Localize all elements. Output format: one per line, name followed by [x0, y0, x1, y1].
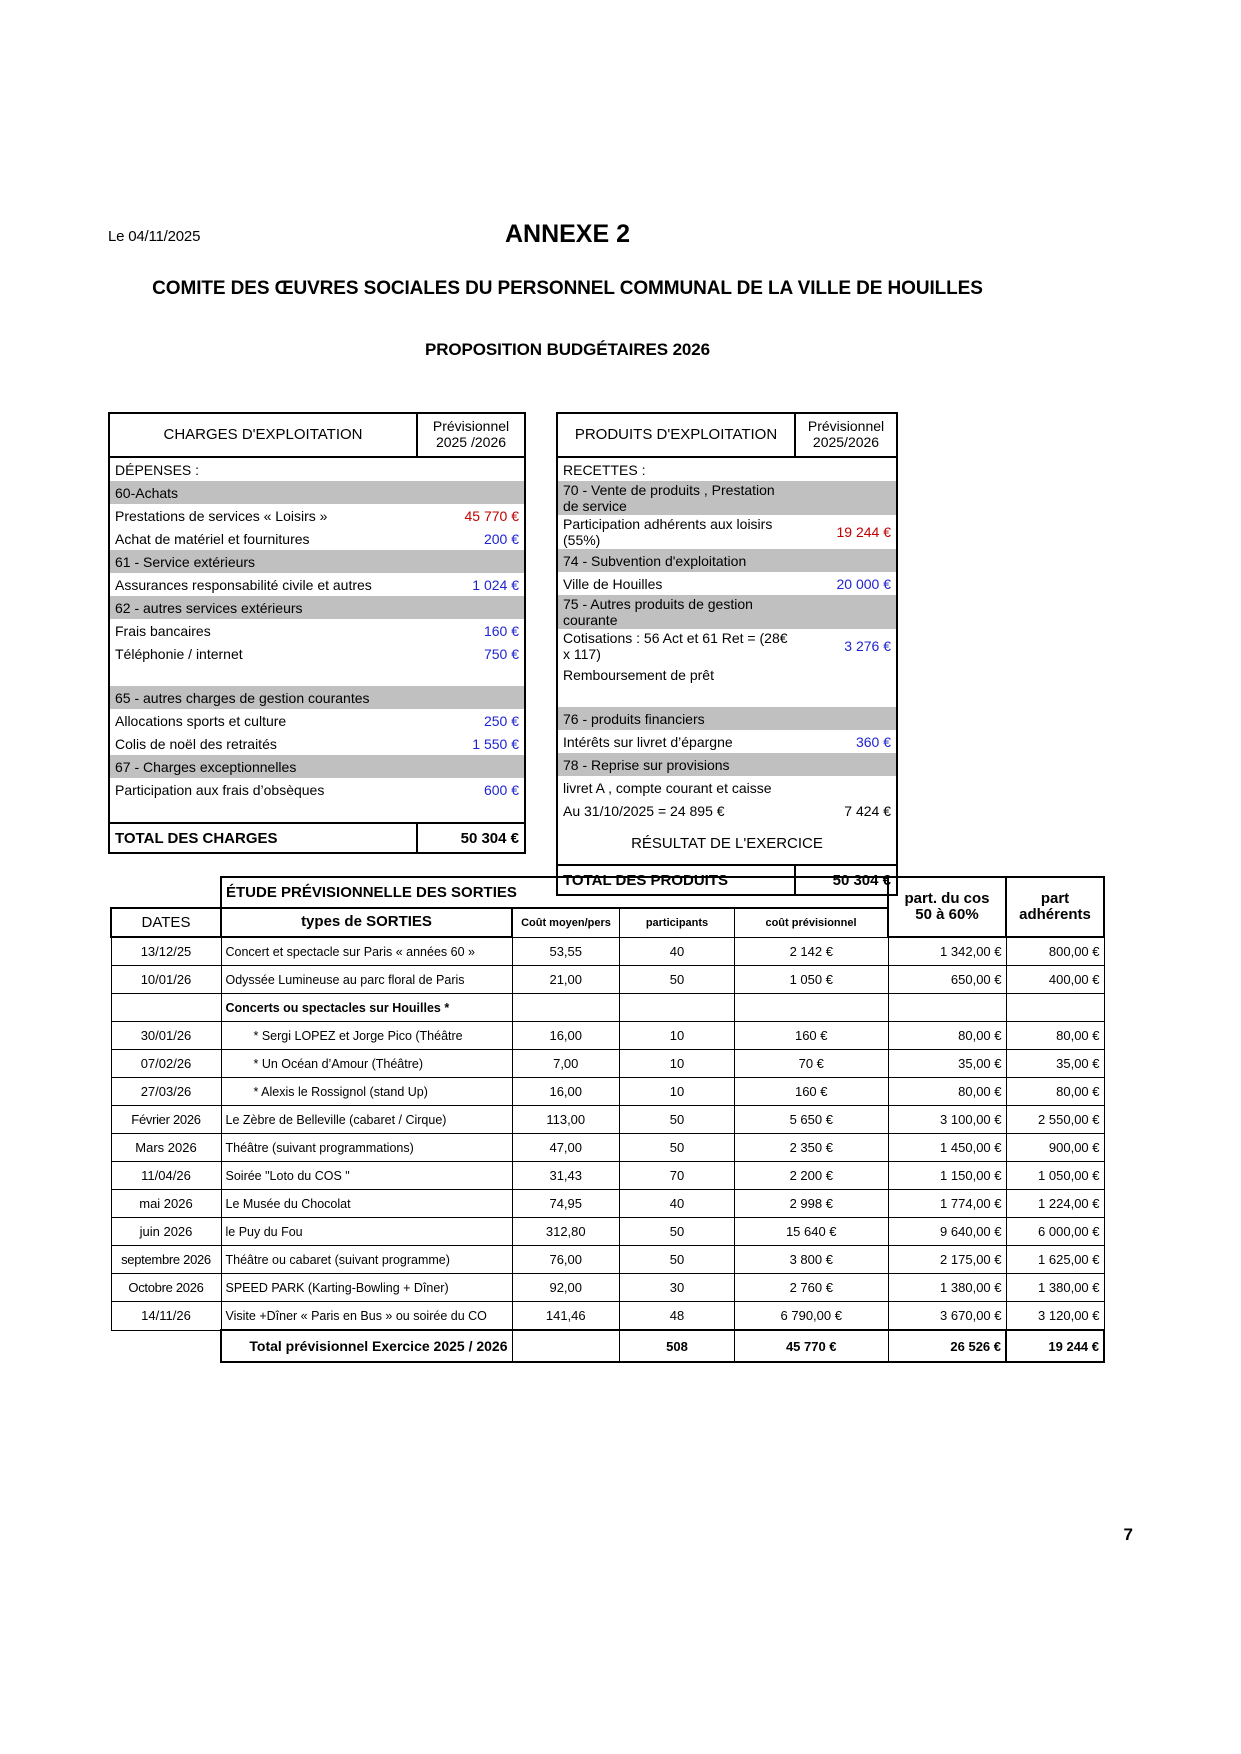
sorties-header-part-cos: [888, 877, 1006, 937]
budget-item-amount: 3 276 €: [795, 629, 897, 663]
produits-total-label: TOTAL DES PRODUITS: [557, 865, 795, 895]
budget-group-label: 74 - Subvention d'exploitation: [557, 549, 795, 572]
sorties-cell-part-cos: 9 640,00 €: [888, 1218, 1006, 1246]
budget-row: [557, 663, 897, 686]
budget-row: [557, 457, 897, 481]
sorties-cell-cout-moyen: 141,46: [512, 1302, 620, 1331]
budget-group-label: 76 - produits financiers: [557, 707, 795, 730]
produits-total-amount: 50 304 €: [795, 865, 897, 895]
sorties-cell-part-adherents: 2 550,00 €: [1006, 1106, 1104, 1134]
sorties-cell-part-adherents: 800,00 €: [1006, 937, 1104, 966]
budget-row: [557, 595, 897, 629]
sorties-cell-type: * Un Océan d’Amour (Théâtre): [221, 1050, 512, 1078]
budget-item-amount: 7 424 €: [795, 799, 897, 822]
sorties-header-part-adherents: [1006, 877, 1104, 937]
sorties-cell-participants: 48: [620, 1302, 735, 1331]
produits-amount-header: [795, 413, 897, 457]
sorties-table: [110, 876, 1105, 1363]
budget-item-label: Prestations de services « Loisirs »: [109, 504, 417, 527]
sorties-cell-cout-moyen: 47,00: [512, 1134, 620, 1162]
budget-item-amount: [795, 686, 897, 707]
table-row: [111, 994, 1104, 1022]
sorties-cell-cout-previsionnel: 15 640 €: [735, 1218, 889, 1246]
sorties-cell-cout-previsionnel: 5 650 €: [735, 1106, 889, 1134]
sorties-cell-part-cos: 1 342,00 €: [888, 937, 1006, 966]
sorties-cell-part-adherents: 400,00 €: [1006, 966, 1104, 994]
table-row: [111, 1302, 1104, 1331]
sorties-cell-cout-moyen: 76,00: [512, 1246, 620, 1274]
sorties-cell-part-adherents: 3 120,00 €: [1006, 1302, 1104, 1331]
sorties-total-part-adherents: 19 244 €: [1006, 1330, 1104, 1362]
sorties-cell-date: mai 2026: [111, 1190, 221, 1218]
budget-group-label: 78 - Reprise sur provisions: [557, 753, 795, 776]
budget-item-label: Participation adhérents aux loisirs (55%): [557, 515, 795, 549]
sorties-cell-cout-moyen: 16,00: [512, 1022, 620, 1050]
budget-row: [557, 753, 897, 776]
sorties-cell-date: septembre 2026: [111, 1246, 221, 1274]
sorties-cell-cout-moyen: [512, 994, 620, 1022]
table-row: [111, 1134, 1104, 1162]
budget-item-amount: [795, 457, 897, 481]
sorties-cell-cout-previsionnel: 2 350 €: [735, 1134, 889, 1162]
budget-group-label: 75 - Autres produits de gestion courante: [557, 595, 795, 629]
sorties-cell-participants: 50: [620, 1218, 735, 1246]
sorties-total-row: [111, 1330, 1104, 1362]
budget-row: [109, 665, 525, 686]
sorties-cell-part-cos: 3 100,00 €: [888, 1106, 1006, 1134]
budget-row: [109, 686, 525, 709]
sorties-header-participants: participants: [620, 908, 735, 937]
budget-item-label: Remboursement de prêt: [557, 663, 795, 686]
budget-item-amount: [417, 665, 525, 686]
sorties-cell-participants: 10: [620, 1022, 735, 1050]
sorties-cell-cout-previsionnel: 2 998 €: [735, 1190, 889, 1218]
sorties-cell-cout-previsionnel: 1 050 €: [735, 966, 889, 994]
budget-row: [557, 707, 897, 730]
sorties-cell-type: Soirée "Loto du COS ": [221, 1162, 512, 1190]
budget-item-amount: 160 €: [417, 619, 525, 642]
table-row: [111, 1050, 1104, 1078]
sorties-cell-participants: 50: [620, 966, 735, 994]
sorties-cell-part-cos: 35,00 €: [888, 1050, 1006, 1078]
budget-row: [109, 504, 525, 527]
charges-table: [108, 412, 526, 854]
sorties-cell-cout-previsionnel: [735, 994, 889, 1022]
sorties-total-part-cos: 26 526 €: [888, 1330, 1006, 1362]
table-row: [111, 1274, 1104, 1302]
budget-group-label: 61 - Service extérieurs: [109, 550, 417, 573]
sorties-cell-part-adherents: 6 000,00 €: [1006, 1218, 1104, 1246]
budget-item-amount: 360 €: [795, 730, 897, 753]
budget-row: [109, 457, 525, 481]
budget-item-amount: [795, 549, 897, 572]
organization-title: COMITE DES ŒUVRES SOCIALES DU PERSONNEL COMMUNAL DE LA VILLE DE HOUILLES: [152, 278, 983, 299]
budget-item-amount: [417, 686, 525, 709]
budget-item-amount: [795, 753, 897, 776]
sorties-cell-type: Le Musée du Chocolat: [221, 1190, 512, 1218]
budget-item-amount: [795, 595, 897, 629]
table-row: [111, 1162, 1104, 1190]
sorties-cell-participants: 40: [620, 937, 735, 966]
budget-item-amount: [417, 550, 525, 573]
budget-row: [557, 799, 897, 822]
sorties-cell-participants: 50: [620, 1246, 735, 1274]
table-row: [111, 1022, 1104, 1050]
budget-group-label: 62 - autres services extérieurs: [109, 596, 417, 619]
sorties-header-blank: [111, 877, 221, 908]
budget-row: [109, 481, 525, 504]
budget-item-amount: 45 770 €: [417, 504, 525, 527]
budget-item-label: Ville de Houilles: [557, 572, 795, 595]
produits-amount-header-line1: Prévisionnel: [807, 418, 885, 435]
charges-total-amount: 50 304 €: [417, 823, 525, 853]
budget-item-label: Assurances responsabilité civile et autres: [109, 573, 417, 596]
budget-item-amount: 1 550 €: [417, 732, 525, 755]
sorties-cell-part-cos: 2 175,00 €: [888, 1246, 1006, 1274]
sorties-cell-type: le Puy du Fou: [221, 1218, 512, 1246]
sorties-cell-cout-previsionnel: 70 €: [735, 1050, 889, 1078]
table-row: [111, 1218, 1104, 1246]
sorties-cell-part-cos: 80,00 €: [888, 1078, 1006, 1106]
page-title: ANNEXE 2: [504, 220, 631, 248]
sorties-cell-date: 10/01/26: [111, 966, 221, 994]
sorties-header-cout-moyen: Coût moyen/pers: [512, 908, 620, 937]
budget-item-amount: 200 €: [417, 527, 525, 550]
budget-group-label: 67 - Charges exceptionnelles: [109, 755, 417, 778]
sorties-cell-cout-previsionnel: 160 €: [735, 1078, 889, 1106]
sorties-cell-date: 07/02/26: [111, 1050, 221, 1078]
table-row: [111, 1190, 1104, 1218]
sorties-cell-part-adherents: 35,00 €: [1006, 1050, 1104, 1078]
sorties-cell-cout-moyen: 74,95: [512, 1190, 620, 1218]
sorties-cell-cout-previsionnel: 2 760 €: [735, 1274, 889, 1302]
sorties-header-types: types de SORTIES: [221, 908, 512, 937]
sorties-cell-cout-previsionnel: 2 200 €: [735, 1162, 889, 1190]
budget-row: [109, 642, 525, 665]
sorties-cell-type: Théâtre ou cabaret (suivant programme): [221, 1246, 512, 1274]
budget-row: [109, 709, 525, 732]
budget-item-amount: [417, 755, 525, 778]
sorties-cell-type: Théâtre (suivant programmations): [221, 1134, 512, 1162]
charges-total-label: TOTAL DES CHARGES: [109, 823, 417, 853]
part-cos-line1: part. du cos: [904, 889, 990, 907]
budget-row: [109, 732, 525, 755]
sorties-cell-part-adherents: [1006, 994, 1104, 1022]
sorties-header-row-1: [111, 877, 1104, 908]
budget-row: [557, 730, 897, 753]
table-row: [111, 1078, 1104, 1106]
budget-item-label: [557, 686, 795, 707]
produits-amount-header-line2: 2025/2026: [812, 434, 880, 450]
sorties-cell-part-cos: 1 774,00 €: [888, 1190, 1006, 1218]
budget-item-amount: [795, 481, 897, 515]
sorties-cell-participants: 10: [620, 1050, 735, 1078]
resultat-exercice-label: RÉSULTAT DE L'EXERCICE: [631, 835, 823, 852]
sorties-cell-participants: 50: [620, 1106, 735, 1134]
budget-item-amount: [417, 801, 525, 823]
budget-item-amount: [795, 663, 897, 686]
budget-item-label: Frais bancaires: [109, 619, 417, 642]
budget-item-label: Cotisations : 56 Act et 61 Ret = (28€ x 117): [557, 629, 795, 663]
budget-item-label: Colis de noël des retraités: [109, 732, 417, 755]
budget-row: [109, 596, 525, 619]
budget-item-label: livret A , compte courant et caisse: [557, 776, 795, 799]
sorties-cell-cout-moyen: 21,00: [512, 966, 620, 994]
budget-item-amount: [795, 776, 897, 799]
budget-row: [557, 481, 897, 515]
sorties-cell-part-adherents: 1 224,00 €: [1006, 1190, 1104, 1218]
sorties-cell-cout-moyen: 113,00: [512, 1106, 620, 1134]
charges-title: CHARGES D'EXPLOITATION: [109, 413, 417, 457]
sorties-cell-date: 13/12/25: [111, 937, 221, 966]
budget-item-amount: [417, 457, 525, 481]
budget-item-label: Achat de matériel et fournitures: [109, 527, 417, 550]
sorties-cell-part-cos: 1 450,00 €: [888, 1134, 1006, 1162]
sorties-total-cout-moyen: [512, 1330, 620, 1362]
budget-item-amount: 1 024 €: [417, 573, 525, 596]
budget-group-label: 70 - Vente de produits , Prestation de service: [557, 481, 795, 515]
sorties-cell-date: 11/04/26: [111, 1162, 221, 1190]
page-number: 7: [1123, 1525, 1133, 1544]
budget-item-label: Au 31/10/2025 = 24 895 €: [557, 799, 795, 822]
budget-row: [109, 573, 525, 596]
produits-title: PRODUITS D'EXPLOITATION: [557, 413, 795, 457]
budget-row: [109, 755, 525, 778]
budget-item-amount: [795, 707, 897, 730]
sorties-cell-date: 30/01/26: [111, 1022, 221, 1050]
sorties-cell-cout-moyen: 31,43: [512, 1162, 620, 1190]
sorties-cell-part-cos: 80,00 €: [888, 1022, 1006, 1050]
sorties-cell-date: [111, 994, 221, 1022]
sorties-cell-cout-previsionnel: 2 142 €: [735, 937, 889, 966]
sorties-cell-date: Mars 2026: [111, 1134, 221, 1162]
charges-amount-header-line2: 2025 /2026: [435, 434, 507, 450]
sorties-cell-participants: 30: [620, 1274, 735, 1302]
part-adh-line1: part: [1040, 889, 1070, 907]
sorties-cell-type: Odyssée Lumineuse au parc floral de Paris: [221, 966, 512, 994]
sorties-cell-cout-previsionnel: 6 790,00 €: [735, 1302, 889, 1331]
sorties-cell-date: Février 2026: [111, 1106, 221, 1134]
budget-row: [109, 527, 525, 550]
sorties-cell-cout-moyen: 16,00: [512, 1078, 620, 1106]
produits-table: [556, 412, 898, 896]
budget-item-label: DÉPENSES :: [109, 457, 417, 481]
sorties-cell-type: Concerts ou spectacles sur Houilles *: [221, 994, 512, 1022]
sorties-total-cout-previsionnel: 45 770 €: [735, 1330, 889, 1362]
sorties-cell-part-cos: 1 380,00 €: [888, 1274, 1006, 1302]
sorties-cell-cout-previsionnel: 160 €: [735, 1022, 889, 1050]
budget-row: [557, 776, 897, 799]
sorties-cell-type: * Sergi LOPEZ et Jorge Pico (Théâtre: [221, 1022, 512, 1050]
sorties-cell-part-adherents: 900,00 €: [1006, 1134, 1104, 1162]
sorties-cell-part-cos: [888, 994, 1006, 1022]
sorties-cell-part-cos: 650,00 €: [888, 966, 1006, 994]
sorties-header-cout-previsionnel: coût prévisionnel: [735, 908, 889, 937]
sorties-cell-cout-previsionnel: 3 800 €: [735, 1246, 889, 1274]
budget-item-label: Téléphonie / internet: [109, 642, 417, 665]
sorties-cell-type: SPEED PARK (Karting-Bowling + Dîner): [221, 1274, 512, 1302]
budget-row: [109, 619, 525, 642]
budget-row: [109, 801, 525, 823]
budget-item-label: [109, 665, 417, 686]
budget-row: [557, 629, 897, 663]
sorties-section-title: ÉTUDE PRÉVISIONNELLE DES SORTIES: [221, 877, 888, 908]
budget-item-amount: 20 000 €: [795, 572, 897, 595]
sorties-cell-cout-moyen: 53,55: [512, 937, 620, 966]
table-row: [111, 1246, 1104, 1274]
document-date: Le 04/11/2025: [108, 228, 201, 245]
sorties-header-dates: DATES: [111, 908, 221, 937]
sorties-cell-part-adherents: 1 380,00 €: [1006, 1274, 1104, 1302]
budget-item-label: Participation aux frais d’obsèques: [109, 778, 417, 801]
budget-group-label: 65 - autres charges de gestion courantes: [109, 686, 417, 709]
budget-item-label: Intérêts sur livret d’épargne: [557, 730, 795, 753]
part-cos-line2: 50 à 60%: [915, 906, 979, 923]
sorties-cell-cout-moyen: 312,80: [512, 1218, 620, 1246]
sorties-cell-participants: [620, 994, 735, 1022]
sorties-cell-type: * Alexis le Rossignol (stand Up): [221, 1078, 512, 1106]
sorties-cell-date: 27/03/26: [111, 1078, 221, 1106]
budget-row: [557, 686, 897, 707]
budget-item-amount: 19 244 €: [795, 515, 897, 549]
budget-row: [109, 778, 525, 801]
sorties-cell-part-adherents: 80,00 €: [1006, 1078, 1104, 1106]
sorties-cell-participants: 10: [620, 1078, 735, 1106]
sorties-cell-date: 14/11/26: [111, 1302, 221, 1331]
budget-item-label: RECETTES :: [557, 457, 795, 481]
budget-item-amount: [417, 596, 525, 619]
budget-subtitle: PROPOSITION BUDGÉTAIRES 2026: [424, 340, 710, 359]
budget-item-amount: 750 €: [417, 642, 525, 665]
sorties-cell-date: juin 2026: [111, 1218, 221, 1246]
budget-group-label: 60-Achats: [109, 481, 417, 504]
charges-amount-header: [417, 413, 525, 457]
budget-item-label: [109, 801, 417, 823]
sorties-cell-type: Le Zèbre de Belleville (cabaret / Cirque): [221, 1106, 512, 1134]
table-row: [111, 937, 1104, 966]
sorties-cell-part-adherents: 80,00 €: [1006, 1022, 1104, 1050]
sorties-cell-cout-moyen: 7,00: [512, 1050, 620, 1078]
budget-row: [557, 515, 897, 549]
sorties-cell-date: Octobre 2026: [111, 1274, 221, 1302]
budget-item-label: Allocations sports et culture: [109, 709, 417, 732]
budget-row: [557, 549, 897, 572]
sorties-total-label: Total prévisionnel Exercice 2025 / 2026: [221, 1330, 512, 1362]
budget-row: [109, 550, 525, 573]
sorties-cell-participants: 50: [620, 1134, 735, 1162]
sorties-cell-part-adherents: 1 625,00 €: [1006, 1246, 1104, 1274]
sorties-cell-type: Visite +Dîner « Paris en Bus » ou soirée du CO: [221, 1302, 512, 1331]
sorties-cell-cout-moyen: 92,00: [512, 1274, 620, 1302]
sorties-cell-type: Concert et spectacle sur Paris « années 60 »: [221, 937, 512, 966]
sorties-total-participants: 508: [620, 1330, 735, 1362]
table-row: [111, 966, 1104, 994]
budget-item-amount: [417, 481, 525, 504]
budget-item-amount: 250 €: [417, 709, 525, 732]
sorties-cell-part-cos: 3 670,00 €: [888, 1302, 1006, 1331]
sorties-cell-participants: 70: [620, 1162, 735, 1190]
budget-item-amount: 600 €: [417, 778, 525, 801]
part-adh-line2: adhérents: [1019, 906, 1091, 923]
table-row: [111, 1106, 1104, 1134]
charges-amount-header-line1: Prévisionnel: [432, 418, 510, 435]
sorties-cell-part-adherents: 1 050,00 €: [1006, 1162, 1104, 1190]
budget-row: [557, 572, 897, 595]
sorties-cell-participants: 40: [620, 1190, 735, 1218]
sorties-cell-part-cos: 1 150,00 €: [888, 1162, 1006, 1190]
